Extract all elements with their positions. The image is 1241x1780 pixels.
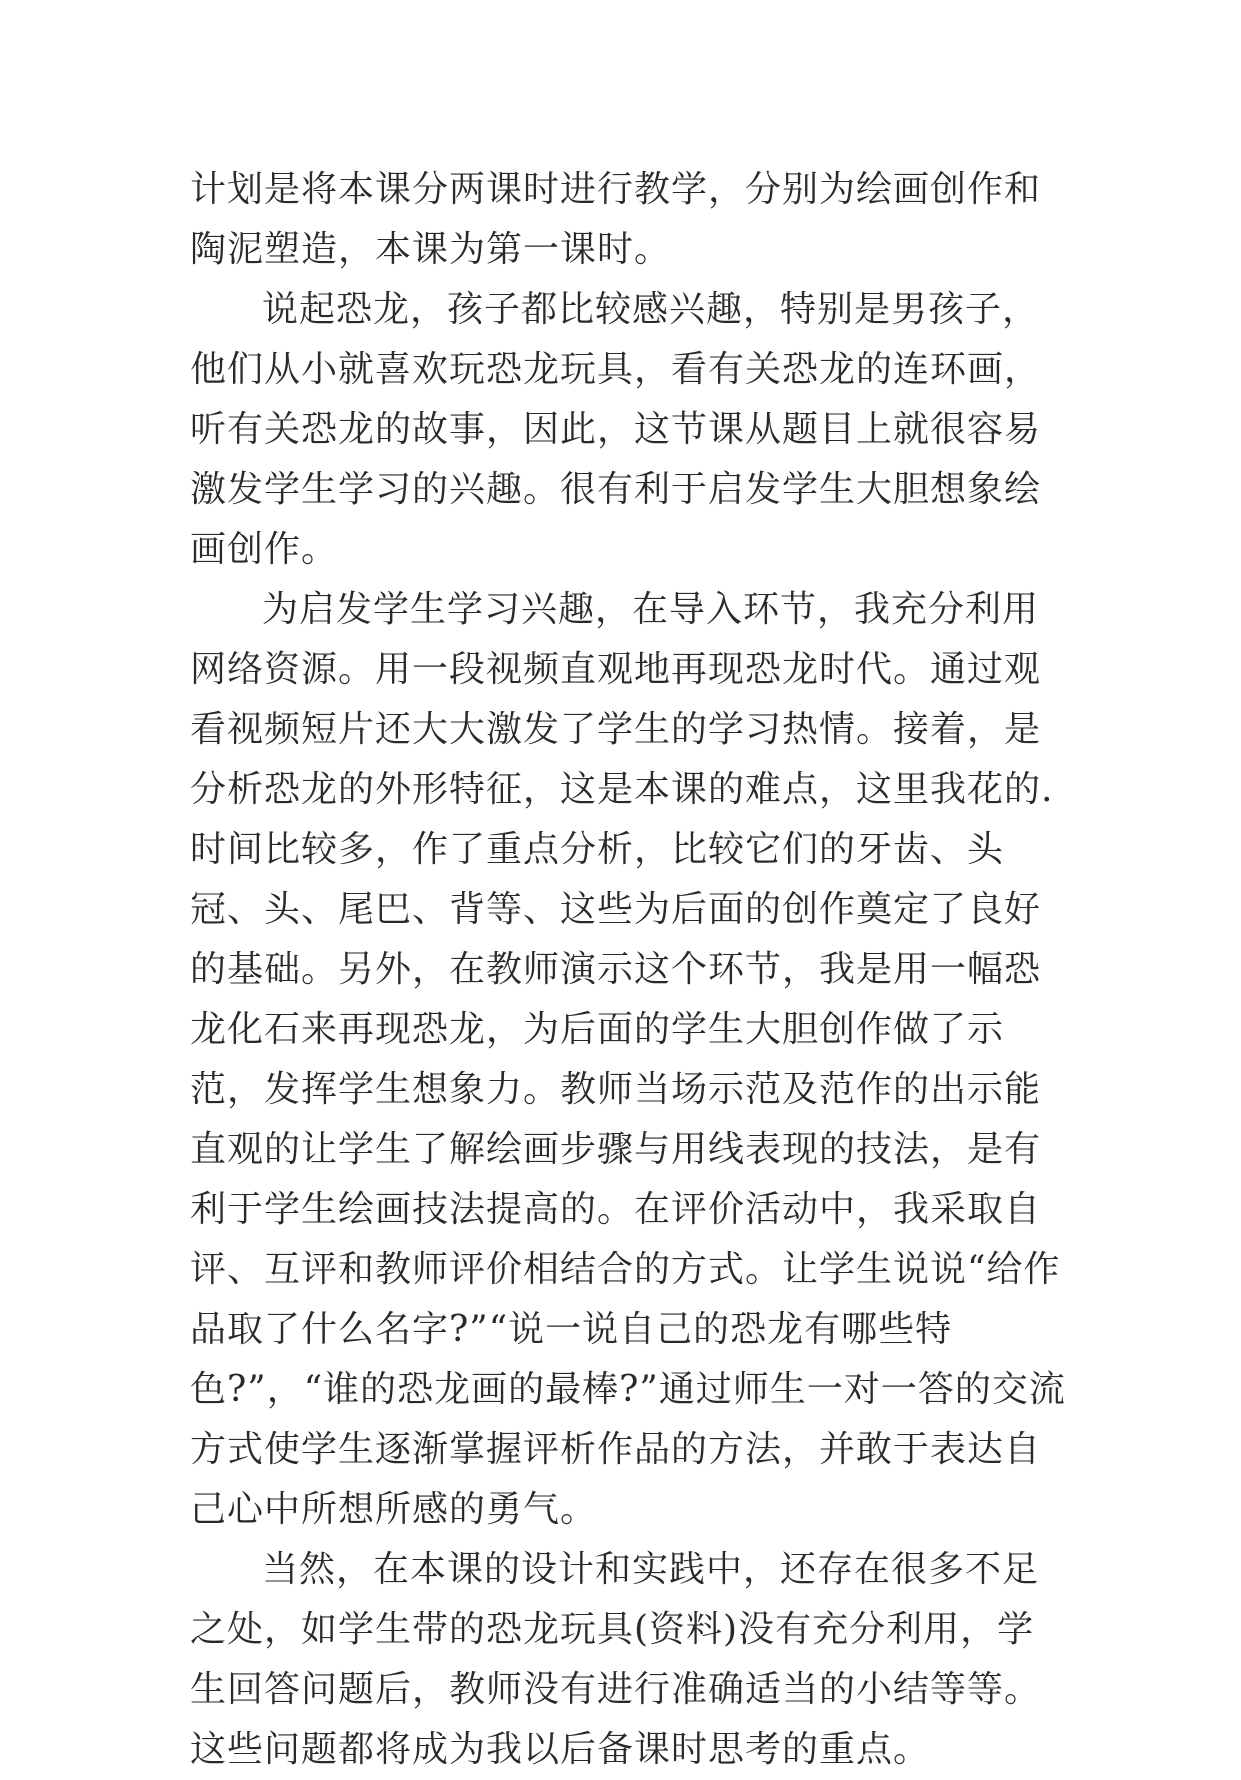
document-body	[190, 160, 1070, 1780]
paragraph-3: 为启发学生学习兴趣，在导入环节，我充分利用网络资源。用一段视频直观地再现恐龙时代。通过观看视频短片还大大激发了学生的学习热情。接着，是分析恐龙的外形特征，这是本课的难点，这里我花的.时间比较多，作了重点分析，比较它们的牙齿、头冠、头、尾巴、背等、这些为后面的创作奠定了良好的基础。另外，在教师演示这个环节，我是用一幅恐龙化石来再现恐龙，为后面的学生大胆创作做了示范，发挥学生想象力。教师当场示范及范作的出示能直观的让学生了解绘画步骤与用线表现的技法，是有利于学生绘画技法提高的。在评价活动中，我采取自评、互评和教师评价相结合的方式。让学生说说“给作品取了什么名字?”“说一说自己的恐龙有哪些特色?”，“谁的恐龙画的最棒?”通过师生一对一答的交流方式使学生逐渐掌握评析作品的方法，并敢于表达自己心中所想所感的勇气。	[190, 589, 1066, 1530]
paragraph-2: 说起恐龙，孩子都比较感兴趣，特别是男孩子，他们从小就喜欢玩恐龙玩具，看有关恐龙的连环画，听有关恐龙的故事，因此，这节课从题目上就很容易激发学生学习的兴趣。很有利于启发学生大胆想象绘画创作。	[190, 289, 1042, 570]
paragraph-4: 当然，在本课的设计和实践中，还存在很多不足之处，如学生带的恐龙玩具(资料)没有充分利用，学生回答问题后，教师没有进行准确适当的小结等等。这些问题都将成为我以后备课时思考的重点。	[190, 1549, 1042, 1770]
paragraph-1: 计划是将本课分两课时进行教学，分别为绘画创作和陶泥塑造，本课为第一课时。	[190, 169, 1042, 270]
